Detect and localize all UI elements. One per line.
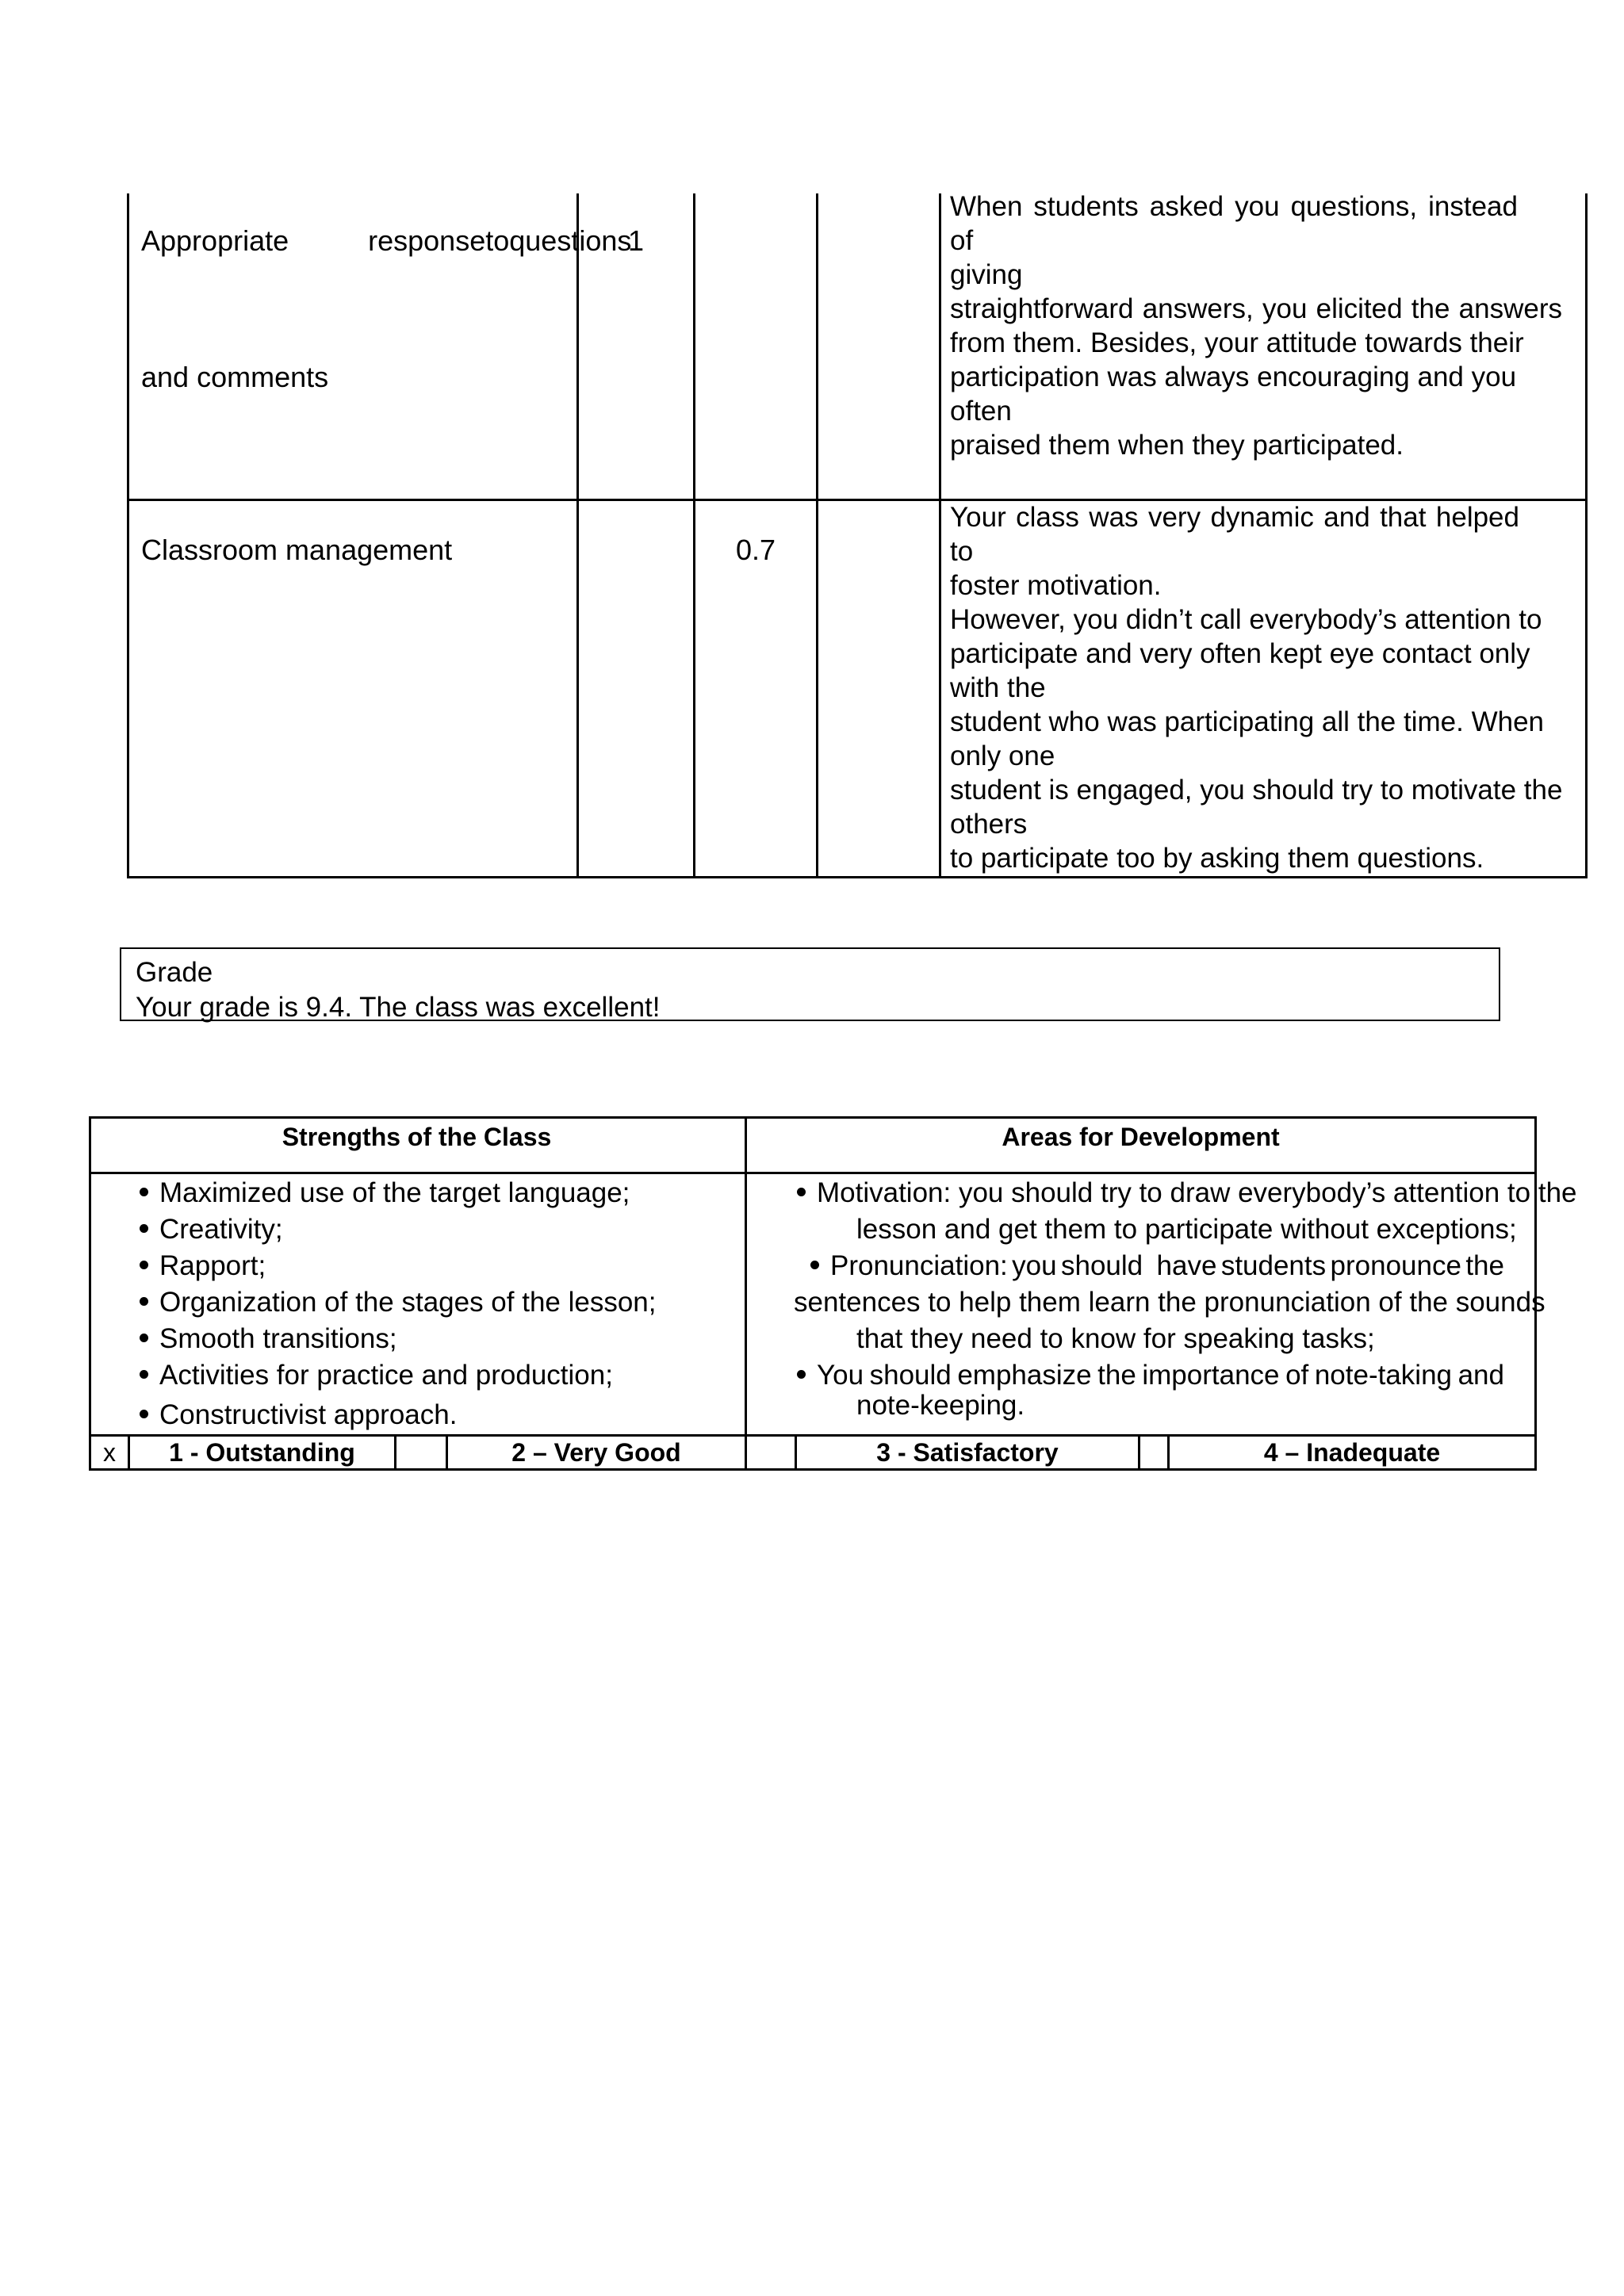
scale-divider xyxy=(394,1434,396,1471)
table-border-left xyxy=(89,1116,91,1471)
column-divider xyxy=(745,1116,747,1471)
grade-label: Grade xyxy=(136,957,213,988)
bullet-icon xyxy=(140,1370,148,1379)
bullet-icon xyxy=(797,1188,806,1196)
comment-line: to participate too by asking them questions. xyxy=(950,843,1484,874)
bullet-icon xyxy=(140,1261,148,1269)
table-divider xyxy=(816,193,818,878)
criterion-word: Appropriate xyxy=(141,224,289,257)
rating-option-inadequate: 4 – Inadequate xyxy=(1263,1438,1441,1467)
rating-option-outstanding: 1 - Outstanding xyxy=(169,1438,355,1467)
comment-line: When students asked you questions, instead of xyxy=(950,191,1518,256)
score-cell: 1 xyxy=(627,224,645,257)
list-item: Rapport; xyxy=(140,1248,266,1284)
list-item: Creativity; xyxy=(140,1211,283,1248)
comment-line: However, you didn’t call everybody’s attention to xyxy=(950,604,1542,635)
comment-cell xyxy=(950,189,1578,462)
list-item: Organization of the stages of the lesson; xyxy=(140,1284,657,1321)
list-item: You should emphasize the importance of note-taking and xyxy=(797,1357,1504,1394)
bullet-icon xyxy=(140,1410,148,1418)
bullet-icon xyxy=(797,1370,806,1379)
rating-option-very-good: 2 – Very Good xyxy=(511,1438,681,1467)
list-item: Maximized use of the target language; xyxy=(140,1175,630,1211)
table-border-right xyxy=(1585,193,1588,878)
list-item: Activities for practice and production; xyxy=(140,1357,613,1394)
comment-line: participation was always encouraging and you often xyxy=(950,362,1517,427)
score-cell: 0.7 xyxy=(735,534,776,566)
criterion-word: response xyxy=(368,224,486,257)
list-item-continuation: lesson and get them to participate without exceptions; xyxy=(856,1214,1517,1245)
list-item: Smooth transitions; xyxy=(140,1321,397,1357)
rating-mark: x xyxy=(103,1438,116,1467)
list-item: Pronunciation: you should have students pronounce the xyxy=(810,1248,1504,1284)
comment-line: giving xyxy=(950,259,1023,290)
rating-option-satisfactory: 3 - Satisfactory xyxy=(876,1438,1059,1467)
evaluation-table xyxy=(127,193,1588,878)
table-border-left xyxy=(127,193,129,878)
table-divider xyxy=(576,193,579,878)
criterion-word: to xyxy=(485,224,510,257)
bullet-icon xyxy=(140,1334,148,1342)
comment-line: Your class was very dynamic and that helped to xyxy=(950,502,1519,567)
bullet-icon xyxy=(810,1261,819,1269)
table-divider xyxy=(939,193,941,878)
list-item: Constructivist approach. xyxy=(140,1397,457,1433)
criterion-classroom-management: Classroom management xyxy=(141,534,453,566)
grade-box xyxy=(120,947,1500,1021)
list-item-continuation: sentences to help them learn the pronunciation of the sounds xyxy=(794,1287,1545,1318)
comment-line: foster motivation. xyxy=(950,570,1162,601)
criterion-appropriate-response xyxy=(141,224,632,258)
list-item-continuation: that they need to know for speaking tasks; xyxy=(856,1323,1375,1354)
comment-line: student is engaged, you should try to motivate the others xyxy=(950,775,1563,840)
comment-line: praised them when they participated. xyxy=(950,430,1404,461)
comment-line: straightforward answers, you elicited the answers xyxy=(950,293,1562,324)
list-item: Motivation: you should try to draw everybody’s attention to the xyxy=(797,1175,1577,1211)
strengths-header: Strengths of the Class xyxy=(282,1123,552,1151)
grade-text: Your grade is 9.4. The class was excellent! xyxy=(136,992,661,1023)
development-header: Areas for Development xyxy=(1002,1123,1280,1151)
table-border-top xyxy=(89,1116,1537,1119)
comment-line: student who was participating all the time. When only one xyxy=(950,706,1544,771)
comment-line: participate and very often kept eye contact only with the xyxy=(950,638,1530,703)
strengths-development-table xyxy=(89,1116,1577,1471)
bullet-icon xyxy=(140,1224,148,1233)
row-divider xyxy=(89,1172,1537,1174)
bullet-icon xyxy=(140,1297,148,1306)
scale-divider xyxy=(1138,1434,1140,1471)
comment-line: from them. Besides, your attitude towards their xyxy=(950,327,1524,358)
list-item-continuation: note-keeping. xyxy=(856,1390,1025,1421)
comment-cell xyxy=(950,500,1578,875)
bullet-icon xyxy=(140,1188,148,1196)
table-border-bottom xyxy=(127,876,1588,878)
criterion-line2: and comments xyxy=(141,361,329,393)
criterion-word: questions xyxy=(509,224,632,257)
